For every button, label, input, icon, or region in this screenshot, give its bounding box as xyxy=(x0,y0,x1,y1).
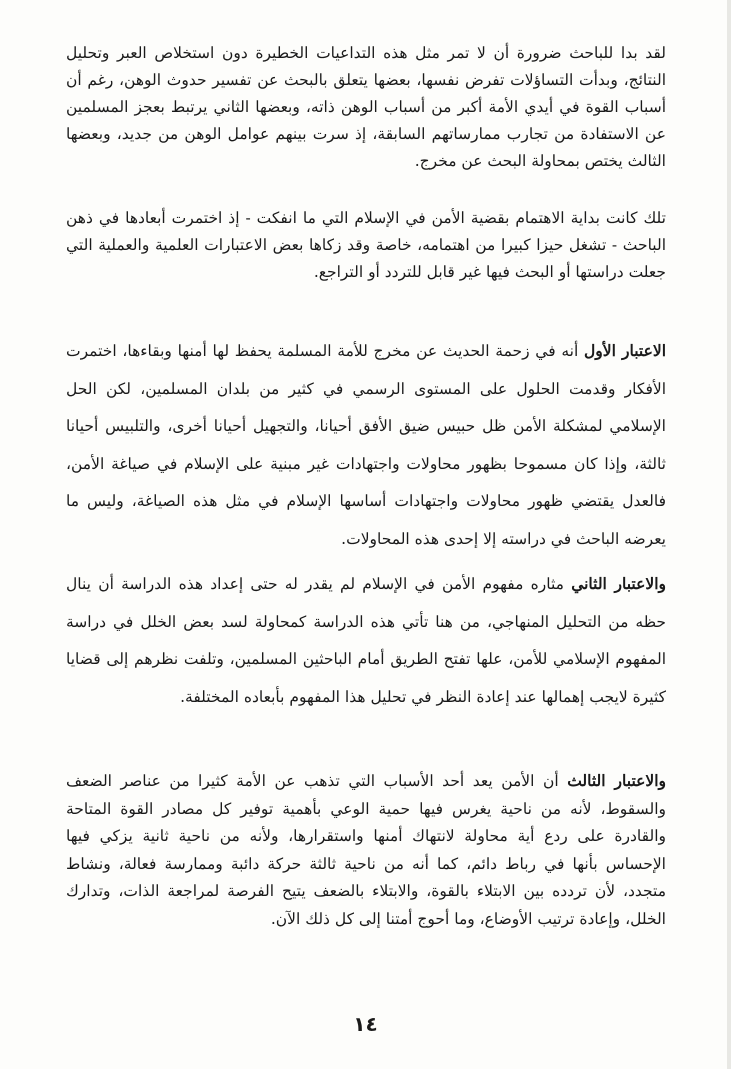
paragraph-text: لقد بدا للباحث ضرورة أن لا تمر مثل هذه التداعيات الخطيرة دون استخلاص العبر وتحليل النتائج، وبدأت التساؤلات تفرض نفسها، بعضها يتعلق بالبحث عن تفسير حدوث الوهن، رغم أن أسباب القوة في أيدي الأمة أكبر من أسباب الوهن ذاته، وبعضها الثاني يرتبط بعجز المسلمين عن الاستفادة من تجارب ممارساتهم السابقة، إذ سرت بينهم عوامل الوهن من جديد، وبعضها الثالث يختص بمحاولة البحث عن مخرج. xyxy=(66,44,666,170)
paragraph-concern xyxy=(66,205,666,286)
paragraph-lead: والاعتبار الثالث xyxy=(567,771,666,790)
paragraph-second-consideration xyxy=(66,565,666,716)
paragraph-text: أنه في زحمة الحديث عن مخرج للأمة المسلمة يحفظ لها أمنها وبقاءها، اختمرت الأفكار وقدمت الحلول على المستوى الرسمي في كثير من بلدان المسلمين، لكن الحل الإسلامي لمشكلة الأمن ظل حبيس ضيق الأفق أحيانا، والتجهيل أحيانا أخرى، والتلبيس أحيانا ثالثة، وإذا كان مسموحا بظهور محاولات واجتهادات غير مبنية على الإسلام في صياغة الأمن، فالعدل يقتضي ظهور محاولات واجتهادات أساسها الإسلام في مثل هذه الصياغة، وليس ما يعرضه الباحث في دراسته إلا إحدى هذه المحاولات. xyxy=(66,342,666,548)
paragraph-first-consideration xyxy=(66,332,666,558)
paragraph-text: تلك كانت بداية الاهتمام بقضية الأمن في الإسلام التي ما انفكت - إذ اختمرت أبعادها في ذهن الباحث - تشغل حيزا كبيرا من اهتمامه، خاصة وقد زكاها بعض الاعتبارات العلمية والعملية التي جعلت دراستها أو البحث فيها غير قابل للتردد أو التراجع. xyxy=(66,209,666,281)
page-edge xyxy=(727,0,731,1069)
paragraph-intro xyxy=(66,40,666,175)
paragraph-lead: الاعتبار الأول xyxy=(583,341,667,360)
paragraph-third-consideration xyxy=(66,767,666,933)
paragraph-text: أن الأمن يعد أحد الأسباب التي تذهب عن الأمة كثيرا من عناصر الضعف والسقوط، لأنه من ناحية يغرس فيها حمية الوعي بأهمية توفير كل مصادر القوة المتاحة والقادرة على ردع أية محاولة لانتهاك أمنها واستقرارها، ولأنه من ناحية ثانية يزكي فيها الإحساس بأنها في رباط دائم، كما أنه من ناحية ثالثة حركة دائبة وممارسة فعالة، ونشاط متجدد، لأن تردده بين الابتلاء بالقوة، والابتلاء بالضعف يتيح الفرصة لمراجعة الذات، وتدارك الخلل، وإعادة ترتيب الأوضاع، وما أحوج أمتنا إلى كل ذلك الآن. xyxy=(66,772,666,928)
paragraph-lead: والاعتبار الثاني xyxy=(571,574,666,593)
paragraph-text: مثاره مفهوم الأمن في الإسلام لم يقدر له حتى إعداد هذه الدراسة أن ينال حظه من التحليل المنهاجي، من هنا تأتي هذه الدراسة كمحاولة لسد بعض الخلل في دراسة المفهوم الإسلامي للأمن، علها تفتح الطريق أمام الباحثين المسلمين، وتلفت نظرهم إلى قضايا كثيرة لايجب إهمالها عند إعادة النظر في تحليل هذا المفهوم بأبعاده المختلفة. xyxy=(66,575,666,706)
page-number: ١٤ xyxy=(353,1012,378,1036)
